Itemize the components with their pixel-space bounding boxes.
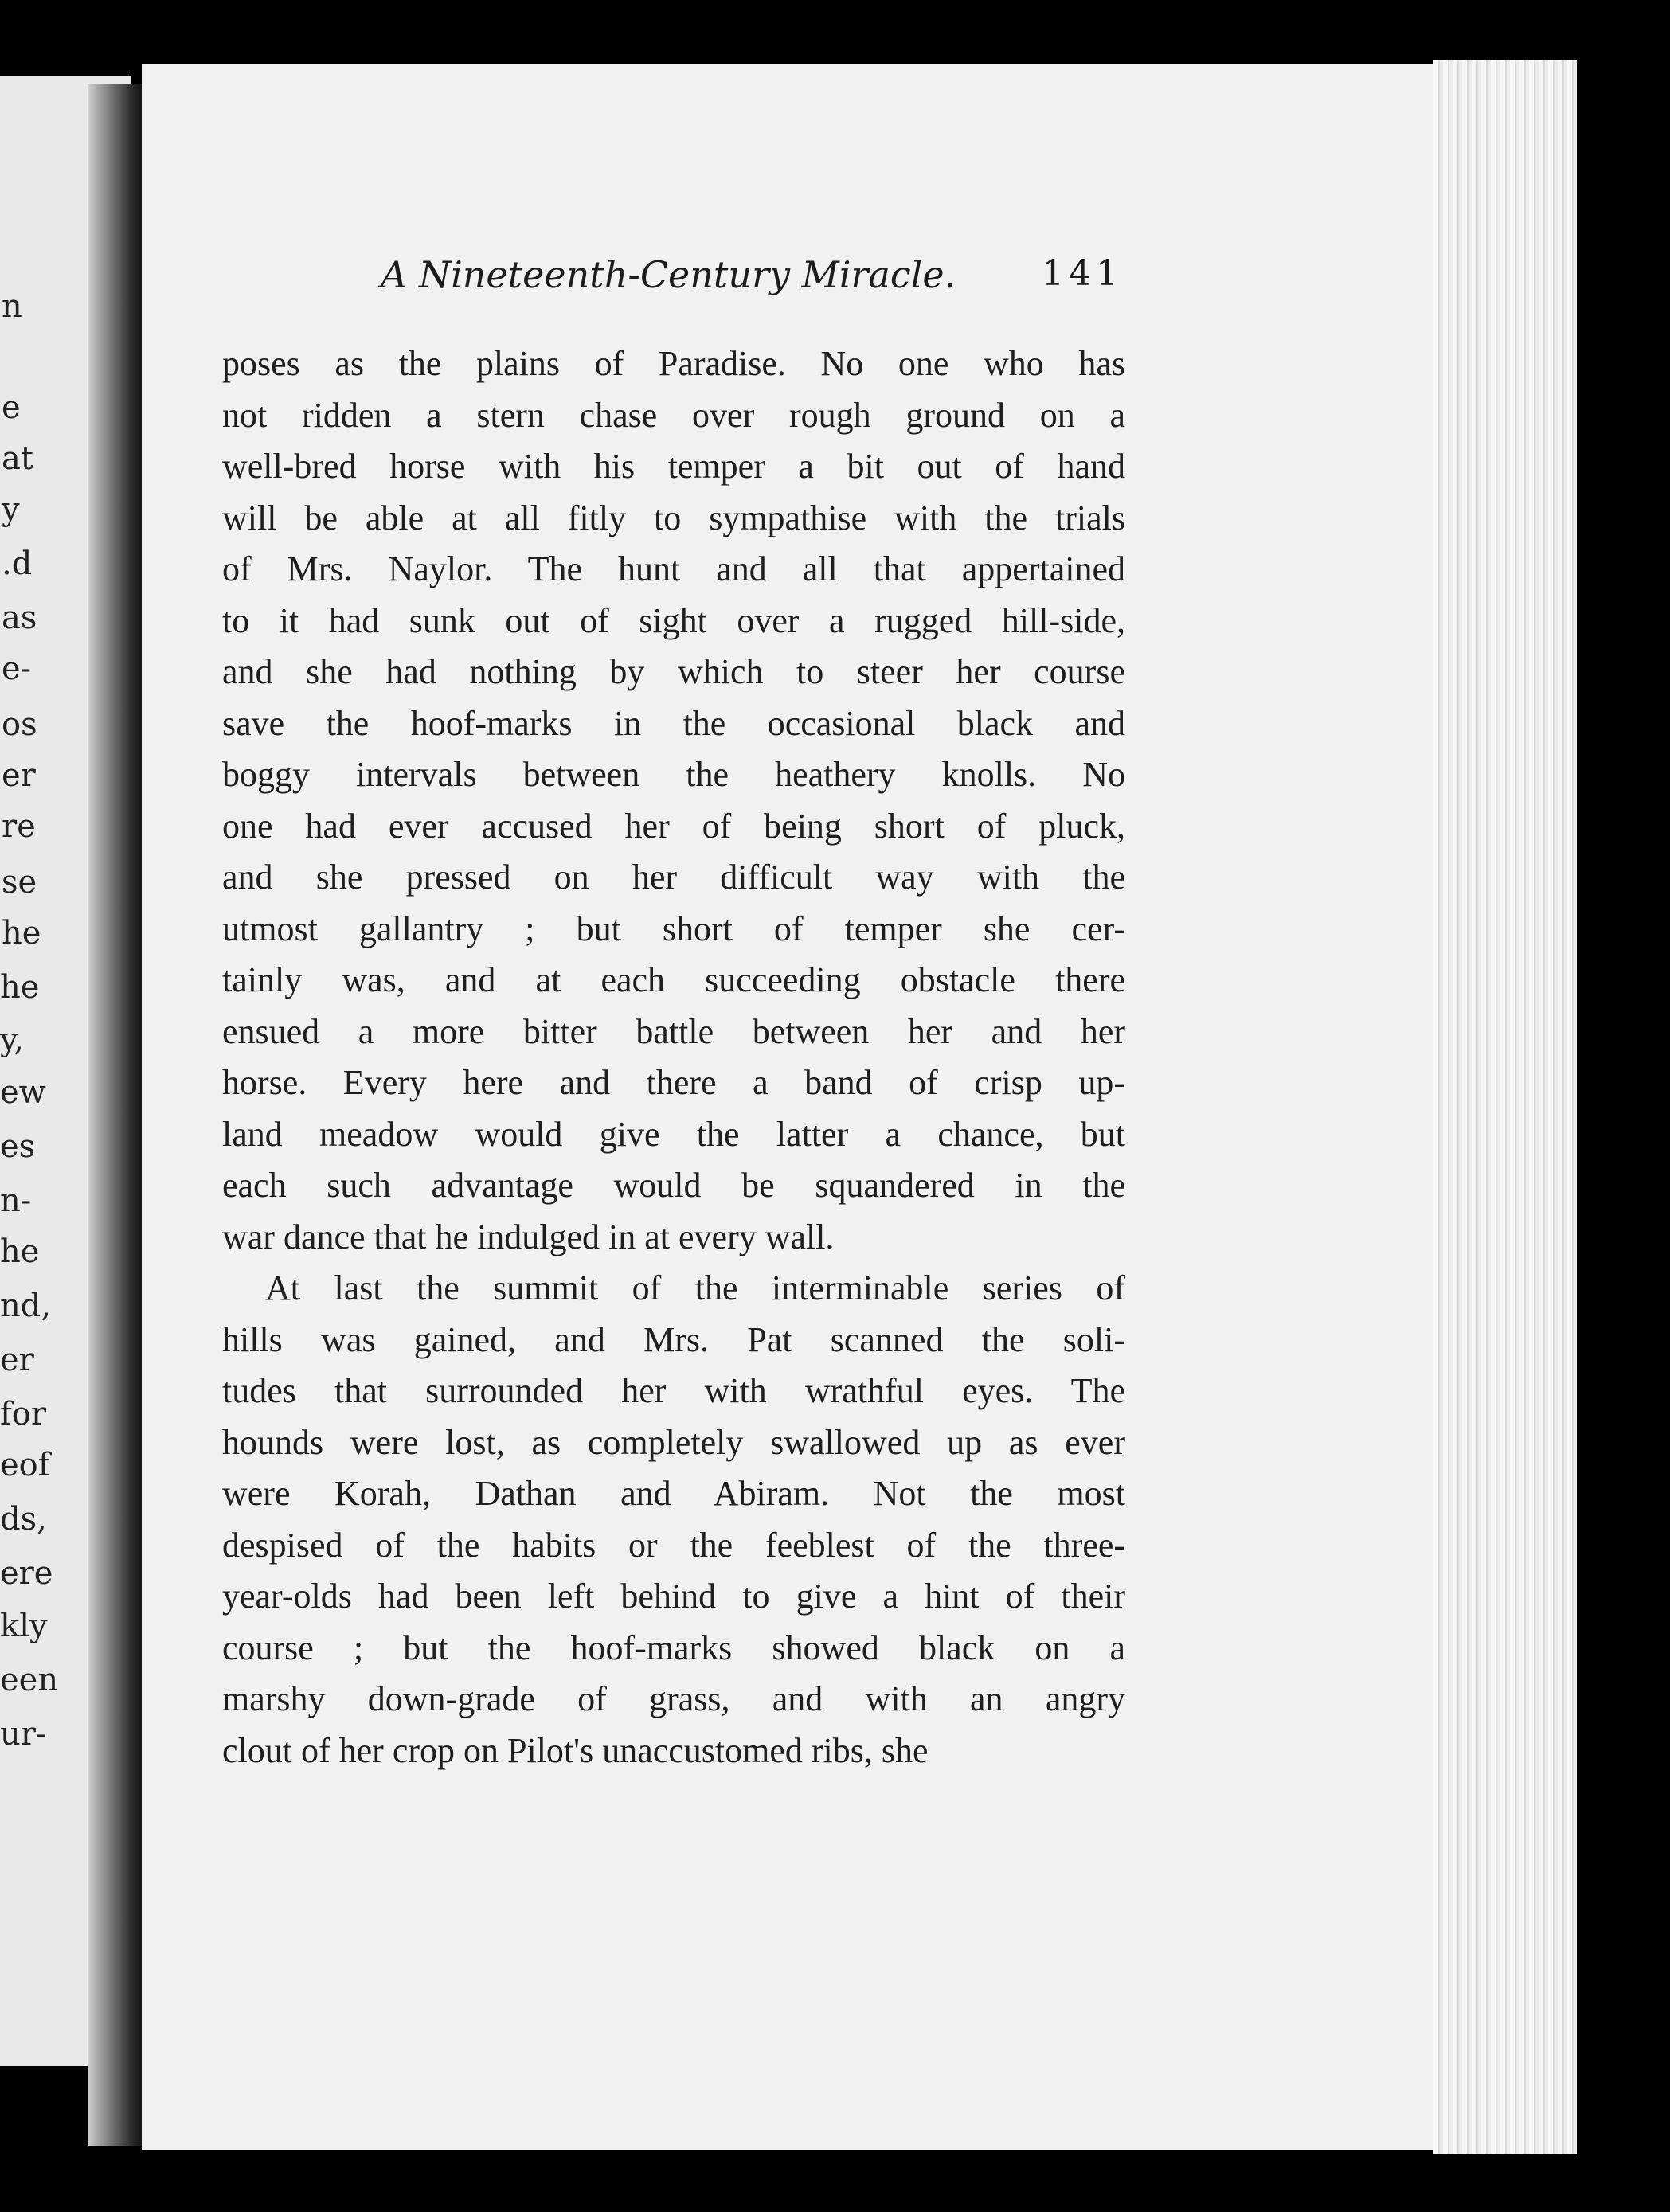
paragraph-1 — [222, 338, 1125, 1263]
text-line: of Mrs. Naylor. The hunt and all that appertained — [222, 549, 1125, 588]
left-page-fragment: nd, — [0, 1288, 52, 1324]
left-page-fragment: os — [2, 706, 37, 743]
left-page-fragment: ew — [0, 1074, 46, 1111]
left-page-fragment: he — [2, 915, 41, 952]
left-page-fragment: es — [0, 1128, 36, 1165]
left-page-fragment: n- — [0, 1182, 32, 1219]
text-line: marshy down-grade of grass, and with an angry — [222, 1679, 1125, 1718]
left-page-fragment: as — [2, 600, 37, 636]
text-line: clout of her crop on Pilot's unaccustomed ribs, she — [222, 1730, 929, 1770]
text-line: war dance that he indulged in at every wall. — [222, 1217, 835, 1256]
running-head: A Nineteenth-Century Miracle. — [381, 253, 956, 296]
left-page-fragment: y, — [0, 1022, 24, 1058]
left-page-fragment: at — [2, 440, 33, 477]
body-text — [222, 338, 1125, 1776]
text-line: well-bred horse with his temper a bit out of hand — [222, 447, 1125, 486]
left-page-fragment: er — [0, 1342, 34, 1378]
text-line: despised of the habits or the feeblest of the three- — [222, 1525, 1125, 1565]
left-page-fragment: eof — [0, 1447, 50, 1483]
text-line: utmost gallantry ; but short of temper she cer- — [222, 909, 1125, 948]
text-line: and she had nothing by which to steer her course — [222, 652, 1125, 691]
text-line: were Korah, Dathan and Abiram. Not the most — [222, 1474, 1125, 1513]
left-page-fragment: e- — [2, 651, 32, 687]
left-page-fragment: ur- — [0, 1716, 47, 1753]
text-line: boggy intervals between the heathery knolls. No — [222, 755, 1125, 794]
page-number: 141 — [1042, 253, 1123, 294]
text-line: poses as the plains of Paradise. No one who has — [222, 344, 1125, 383]
text-line: hounds were lost, as completely swallowed up as ever — [222, 1422, 1125, 1462]
text-line: course ; but the hoof-marks showed black on a — [222, 1628, 1125, 1667]
left-page-fragment: he — [0, 1233, 40, 1270]
left-page-fragment: e — [2, 389, 21, 426]
text-line: At last the summit of the interminable series of — [265, 1268, 1125, 1307]
text-line: horse. Every here and there a band of crisp up- — [222, 1063, 1125, 1102]
left-page-fragment: ere — [0, 1555, 53, 1592]
text-line: one had ever accused her of being short of pluck, — [222, 806, 1125, 846]
left-page-fragment: re — [2, 808, 36, 845]
text-line: tainly was, and at each succeeding obstacle there — [222, 960, 1125, 999]
left-page-fragment: kly — [0, 1608, 48, 1644]
left-page-fragment: for — [0, 1396, 47, 1432]
page-edges — [1433, 60, 1577, 2154]
text-line: each such advantage would be squandered in the — [222, 1166, 1125, 1205]
text-line: save the hoof-marks in the occasional black and — [222, 703, 1125, 743]
left-page-fragment: een — [0, 1662, 59, 1698]
text-line: year-olds had been left behind to give a hint of their — [222, 1577, 1125, 1616]
text-line: not ridden a stern chase over rough ground on a — [222, 395, 1125, 435]
text-line: tudes that surrounded her with wrathful eyes. The — [222, 1371, 1125, 1410]
left-page-fragment: er — [2, 757, 36, 794]
text-line: and she pressed on her difficult way with the — [222, 858, 1125, 897]
left-page-fragment: ds, — [0, 1501, 47, 1538]
paragraph-2 — [222, 1263, 1125, 1776]
left-page-fragment: .d — [2, 545, 33, 582]
text-line: ensued a more bitter battle between her and her — [222, 1011, 1125, 1051]
left-page-fragment: n — [2, 288, 22, 325]
text-line: hills was gained, and Mrs. Pat scanned the soli- — [222, 1319, 1125, 1359]
text-line: to it had sunk out of sight over a rugged hill-side, — [222, 600, 1125, 640]
left-page-fragment: he — [0, 969, 40, 1006]
left-page-fragment: y — [2, 491, 20, 528]
book-gutter — [88, 84, 143, 2146]
text-line: will be able at all fitly to sympathise with the trials — [222, 498, 1125, 537]
text-line: land meadow would give the latter a chance, but — [222, 1114, 1125, 1154]
left-page-fragment: se — [2, 864, 37, 901]
